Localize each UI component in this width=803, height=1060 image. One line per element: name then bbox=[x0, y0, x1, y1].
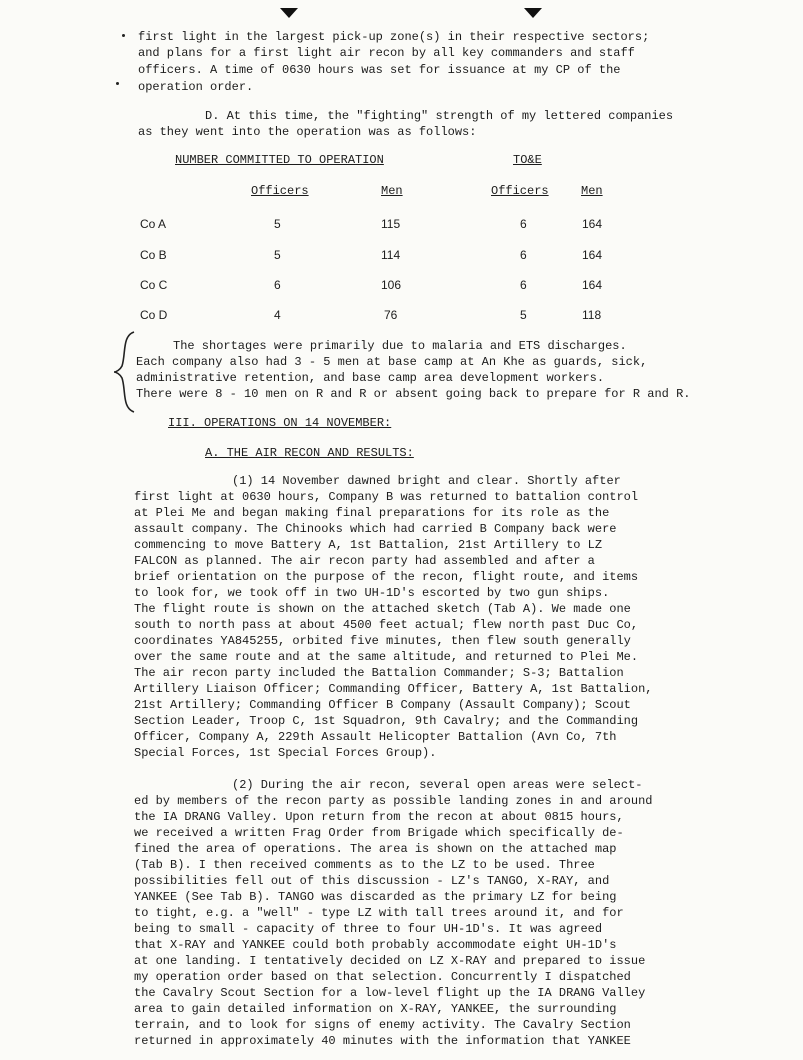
text-line: The flight route is shown on the attached sketch (Tab A). We made one bbox=[134, 602, 631, 616]
margin-dot bbox=[116, 82, 119, 85]
section-heading-a: A. THE AIR RECON AND RESULTS: bbox=[205, 446, 414, 460]
col-header-officers: Officers bbox=[251, 184, 309, 198]
toe-men-value: 118 bbox=[582, 308, 602, 322]
men-value: 106 bbox=[381, 278, 402, 292]
text-line: first light at 0630 hours, Company B was returned to battalion control bbox=[134, 490, 639, 504]
text-line: officers. A time of 0630 hours was set for issuance at my CP of the bbox=[138, 63, 621, 77]
text-line: that X-RAY and YANKEE could both probably accommodate eight UH-1D's bbox=[134, 938, 617, 952]
text-line: coordinates YA845255, orbited five minutes, then flew south generally bbox=[134, 634, 631, 648]
text-line: possibilities fell out of this discussion - LZ's TANGO, X-RAY, and bbox=[134, 874, 610, 888]
text-line: (2) During the air recon, several open areas were select- bbox=[232, 778, 643, 792]
toe-men-value: 164 bbox=[582, 217, 603, 231]
text-line: Special Forces, 1st Special Forces Group). bbox=[134, 746, 437, 760]
text-line: we received a written Frag Order from Brigade which specifically de- bbox=[134, 826, 624, 840]
heading-number-committed: NUMBER COMMITTED TO OPERATION bbox=[175, 153, 384, 167]
company-label: Co B bbox=[140, 248, 167, 262]
section-heading-iii: III. OPERATIONS ON 14 NOVEMBER: bbox=[168, 416, 392, 430]
text-line: terrain, and to look for signs of enemy activity. The Cavalry Section bbox=[134, 1018, 631, 1032]
men-value: 115 bbox=[381, 217, 401, 231]
toe-men-value: 164 bbox=[582, 248, 603, 262]
toe-men-value: 164 bbox=[582, 278, 603, 292]
text-line: Officer, Company A, 229th Assault Helicopter Battalion (Avn Co, 7th bbox=[134, 730, 617, 744]
text-line: The air recon party included the Battalion Commander; S-3; Battalion bbox=[134, 666, 624, 680]
heading-toe: TO&E bbox=[513, 153, 542, 167]
text-line: first light in the largest pick-up zone(s) in their respective sectors; bbox=[138, 30, 650, 44]
toe-officers-value: 6 bbox=[520, 248, 527, 262]
officers-value: 5 bbox=[274, 217, 281, 231]
text-line: over the same route and at the same altitude, and returned to Plei Me. bbox=[134, 650, 639, 664]
col-header-toe-men: Men bbox=[581, 184, 603, 198]
text-line: at one landing. I tentatively decided on LZ X-RAY and prepared to issue bbox=[134, 954, 646, 968]
text-line: administrative retention, and base camp area development workers. bbox=[136, 371, 605, 385]
text-line: YANKEE (See Tab B). TANGO was discarded as the primary LZ for being bbox=[134, 890, 617, 904]
text-line: D. At this time, the "fighting" strength of my lettered companies bbox=[205, 109, 674, 123]
men-value: 76 bbox=[384, 308, 398, 322]
binder-hole-mark-left bbox=[280, 8, 298, 18]
text-line: to look for, we took off in two UH-1D's escorted by two gun ships. bbox=[134, 586, 610, 600]
col-header-toe-officers: Officers bbox=[491, 184, 549, 198]
text-line: and plans for a first light air recon by all key commanders and staff bbox=[138, 46, 635, 60]
toe-officers-value: 5 bbox=[520, 308, 527, 322]
text-line: 21st Artillery; Commanding Officer B Company (Assault Company); Scout bbox=[134, 698, 631, 712]
text-line: my operation order based on that selection. Concurrently I dispatched bbox=[134, 970, 631, 984]
col-header-men: Men bbox=[381, 184, 403, 198]
text-line: being to small - capacity of three to four UH-1D's. It was agreed bbox=[134, 922, 603, 936]
company-label: Co C bbox=[140, 278, 168, 292]
text-line: Artillery Liaison Officer; Commanding Officer, Battery A, 1st Battalion, bbox=[134, 682, 653, 696]
text-line: south to north pass at about 4500 feet actual; flew north past Duc Co, bbox=[134, 618, 639, 632]
toe-officers-value: 6 bbox=[520, 217, 527, 231]
text-line: commencing to move Battery A, 1st Battalion, 21st Artillery to LZ bbox=[134, 538, 603, 552]
binder-hole-mark-right bbox=[524, 8, 542, 18]
text-line: FALCON as planned. The air recon party had assembled and after a bbox=[134, 554, 595, 568]
company-label: Co A bbox=[140, 217, 167, 231]
text-line: the Cavalry Scout Section for a low-level flight up the IA DRANG Valley bbox=[134, 986, 646, 1000]
text-line: fined the area of operations. The area is shown on the attached map bbox=[134, 842, 617, 856]
text-line: at Plei Me and began making final preparations for its role as the bbox=[134, 506, 610, 520]
text-line: ed by members of the recon party as possible landing zones in and around bbox=[134, 794, 653, 808]
text-line: (Tab B). I then received comments as to the LZ to be used. Three bbox=[134, 858, 595, 872]
text-line: operation order. bbox=[138, 80, 254, 94]
text-line: as they went into the operation was as follows: bbox=[138, 125, 477, 139]
text-line: area to gain detailed information on X-RAY, YANKEE, the surrounding bbox=[134, 1002, 617, 1016]
text-line: Each company also had 3 - 5 men at base camp at An Khe as guards, sick, bbox=[136, 355, 648, 369]
text-line: (1) 14 November dawned bright and clear. Shortly after bbox=[232, 474, 621, 488]
text-line: to tight, e.g. a "well" - type LZ with tall trees around it, and for bbox=[134, 906, 624, 920]
company-label: Co D bbox=[140, 308, 168, 322]
officers-value: 6 bbox=[274, 278, 281, 292]
toe-officers-value: 6 bbox=[520, 278, 527, 292]
officers-value: 5 bbox=[274, 248, 281, 262]
text-line: returned in approximately 40 minutes with the information that YANKEE bbox=[134, 1034, 631, 1048]
text-line: The shortages were primarily due to malaria and ETS discharges. bbox=[173, 339, 627, 353]
men-value: 114 bbox=[381, 248, 401, 262]
text-line: the IA DRANG Valley. Upon return from the recon at about 0815 hours, bbox=[134, 810, 624, 824]
text-line: Section Leader, Troop C, 1st Squadron, 9th Cavalry; and the Commanding bbox=[134, 714, 639, 728]
margin-dot bbox=[122, 34, 125, 37]
officers-value: 4 bbox=[274, 308, 281, 322]
text-line: There were 8 - 10 men on R and R or absent going back to prepare for R and R. bbox=[136, 387, 691, 401]
text-line: assault company. The Chinooks which had carried B Company back were bbox=[134, 522, 617, 536]
text-line: brief orientation on the purpose of the recon, flight route, and items bbox=[134, 570, 639, 584]
